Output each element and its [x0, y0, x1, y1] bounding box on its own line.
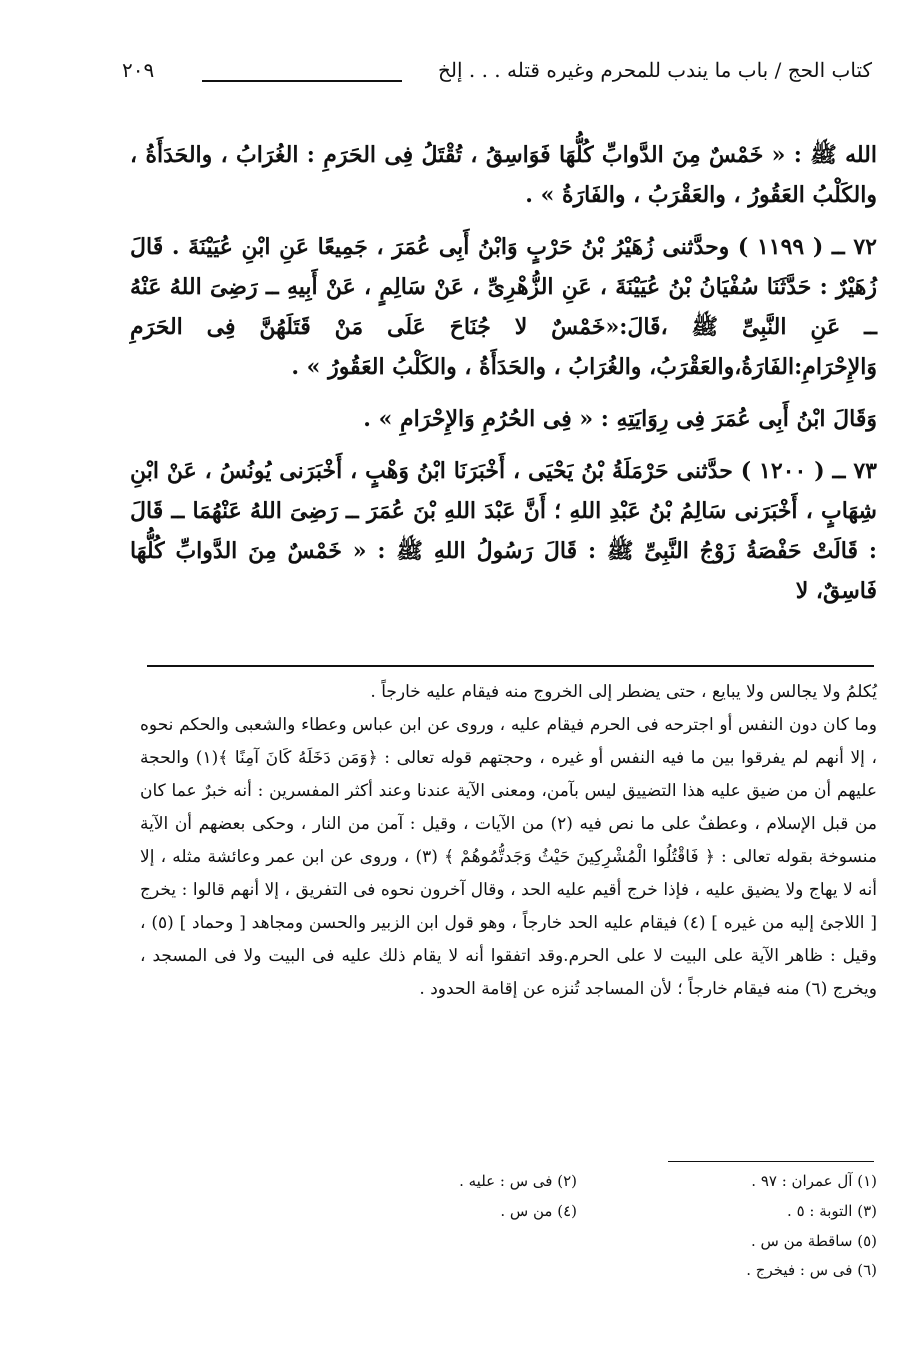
header-rule [202, 80, 402, 82]
footnote-separator-rule [668, 1161, 874, 1162]
footnote-1: (١) آل عمران : ٩٧ . [751, 1172, 877, 1190]
hadith-paragraph: ٧٢ ــ ( ١١٩٩ ) وحدَّثنى زُهَيْرُ بْنُ حَرْبٍ وَابْنُ أَبِى عُمَرَ ، جَمِيعًا عَنِ ابْنِ عُيَيْنَةَ . قَالَ زُهَيْرٌ : حَدَّثَنَا سُفْيَانُ بْنُ عُيَيْنَةَ ، عَنِ الزُّهْرِىِّ ، عَنْ سَالِمٍ ، عَنْ أَبِيهِ ــ رَضِىَ اللهُ عَنْهُ ــ عَنِ النَّبِىِّ ﷺ ،قَالَ:«خَمْسٌ لا جُنَاحَ عَلَى مَنْ قَتَلَهُنَّ فِى الحَرَمِ وَالإِحْرَامِ:الفَارَةُ،والعَقْرَبُ، والغُرَابُ ، والحَدَأَةُ ، والكَلْبُ العَقُورُ » . [130, 234, 877, 380]
footnote-5: (٥) ساقطة من س . [750, 1232, 877, 1250]
footnote-3: (٣) التوبة : ٥ . [787, 1202, 877, 1220]
footnote-2: (٢) فى س : عليه . [459, 1172, 577, 1190]
commentary-paragraph: وما كان دون النفس أو اجترحه فى الحرم فيقام عليه ، وروى عن ابن عباس وعطاء والشعبى والحكم نحوه ، إلا أنهم لم يفرقوا بين ما فيه النفس أو غيره ، وحجتهم قوله تعالى : ﴿وَمَن دَخَلَهُ كَانَ آمِنًا ﴾(١) والحجة عليهم أن من ضيق عليه هذا التضييق ليس بآمن، ومعنى الآية عندنا وعند أكثر المفسرين : أنه خبرٌ عما كان من قبل الإسلام ، وعطفٌ على ما نص فيه (٢) من الآيات ، وقيل : آمن من النار ، وحكى بعضهم أن الآية منسوخة بقوله تعالى : ﴿ فَاقْتُلُوا الْمُشْرِكِينَ حَيْثُ وَجَدتُّمُوهُمْ ﴾ (٣) ، وروى عن ابن عمر وعائشة مثله ، إلا أنه لا يهاج ولا يضيق عليه ، فإذا خرج أقيم عليه الحد ، وقال آخرون نحوه فى التفريق ، إلا أنهم قالوا : يخرج [ اللاجئ إليه من غيره ] (٤) فيقام عليه الحد خارجاً ، وهو قول ابن الزبير والحسن ومجاهد [ وحماد ] (٥) ، وقيل : ظاهر الآية على البيت لا على الحرم.وقد اتفقوا أنه لا يقام ذلك عليه فى البيت ولا فى المسجد ، ويخرج (٦) منه فيقام خارجاً ؛ لأن المساجد تُنزه عن إقامة الحدود . [140, 715, 877, 999]
commentary-text [140, 676, 877, 1006]
page-header [122, 58, 872, 98]
hadith-paragraph: وَقَالَ ابْنُ أَبِى عُمَرَ فِى رِوَايَتِهِ : « فِى الحُرُمِ وَالإِحْرَامِ » . [363, 406, 877, 432]
hadith-paragraph: ٧٣ ــ ( ١٢٠٠ ) حدَّثنى حَرْمَلَةُ بْنُ يَحْيَى ، أَخْبَرَنَا ابْنُ وَهْبٍ ، أَخْبَرَنى يُونُسُ ، عَنْ ابْنِ شِهَابٍ ، أَخْبَرَنى سَالِمُ بْنُ عَبْدِ اللهِ ؛ أَنَّ عَبْدَ اللهِ بْنَ عُمَرَ ــ رَضِىَ اللهُ عَنْهُمَا ــ قَالَ : قَالَتْ حَفْصَةُ زَوْجُ النَّبِىِّ ﷺ : قَالَ رَسُولُ اللهِ ﷺ : « خَمْسٌ مِنَ الدَّوابِّ كُلُّهَا فَاسِقٌ، لا [130, 458, 877, 604]
text-separator-rule [147, 665, 874, 667]
running-title: كتاب الحج / باب ما يندب للمحرم وغيره قتله . . . إلخ [437, 58, 872, 82]
hadith-paragraph: الله ﷺ : « خَمْسٌ مِنَ الدَّوابِّ كُلُّهَا فَوَاسِقُ ، تُقْتَلُ فِى الحَرَمِ : الغُرَابُ ، والحَدَأَةُ ، والكَلْبُ العَقُورُ ، والعَقْرَبُ ، والفَارَةُ » . [130, 142, 877, 208]
page-number: ٢٠٩ [122, 58, 155, 82]
footnote-6: (٦) فى س : فيخرج . [746, 1261, 877, 1279]
footnote-4: (٤) من س . [500, 1202, 577, 1220]
hadith-text [130, 135, 877, 611]
commentary-paragraph: يُكلمُ ولا يجالس ولا يبايع ، حتى يضطر إلى الخروج منه فيقام عليه خارجاً . [370, 682, 877, 702]
